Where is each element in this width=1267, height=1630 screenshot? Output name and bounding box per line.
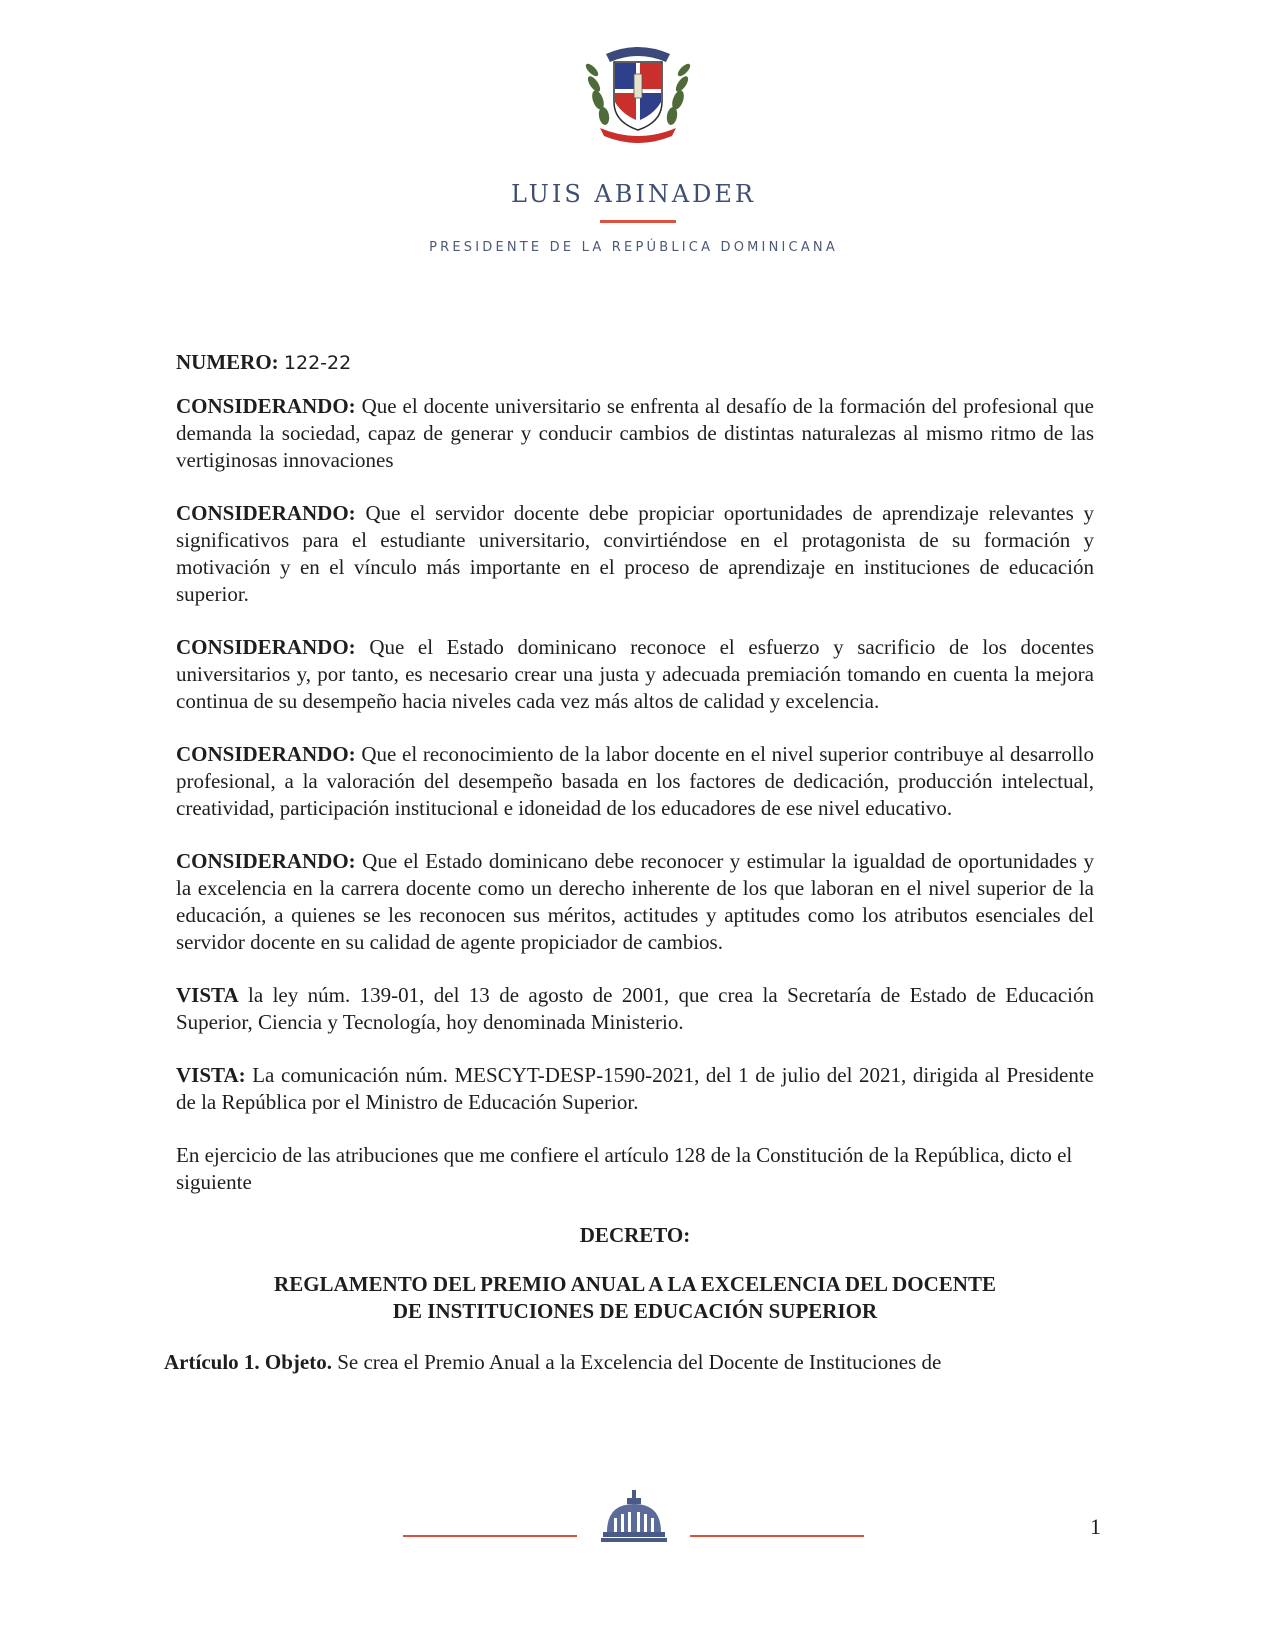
vista-paragraph-1 — [176, 982, 1094, 1036]
considerando-paragraph-2 — [176, 500, 1094, 608]
article-text: Se crea el Premio Anual a la Excelencia del Docente de Instituciones de — [337, 1350, 942, 1374]
number-value: 122-22 — [283, 352, 352, 374]
paragraph-text: Que el Estado dominicano debe reconocer y estimular la igualdad de oportunidades y la excelencia en la carrera docente como un derecho inherente de los que laboran en el nivel superior de la educación, a quienes se les reconocen sus méritos, actitudes y aptitudes como los atributos esenciales del servidor docente en su calidad de agente propiciador de cambios. — [176, 849, 1094, 954]
considerando-paragraph-1 — [176, 393, 1094, 474]
paragraph-lead: CONSIDERANDO: — [176, 635, 356, 659]
president-name: LUIS ABINADER — [510, 180, 756, 208]
footer-rule-right — [690, 1535, 864, 1537]
dome-icon — [601, 1488, 667, 1546]
paragraph-lead: CONSIDERANDO: — [176, 394, 356, 418]
decree-heading: DECRETO: — [579, 1223, 691, 1247]
paragraph-text: la ley núm. 139-01, del 13 de agosto de 2001, que crea la Secretaría de Estado de Educación Superior, Ciencia y Tecnología, hoy denominada Ministerio. — [176, 983, 1095, 1034]
article-lead: Artículo 1. Objeto. — [164, 1350, 332, 1374]
exercise-paragraph: En ejercicio de las atribuciones que me confiere el artículo 128 de la Constitución de la República, dicto el siguiente — [176, 1143, 1073, 1194]
decree-number-line — [176, 349, 1094, 377]
page-number: 1 — [1090, 1514, 1101, 1539]
paragraph-lead: CONSIDERANDO: — [176, 742, 356, 766]
paragraph-text: Que el reconocimiento de la labor docente en el nivel superior contribuye al desarrollo profesional, a la valoración del desempeño basada en los factores de dedicación, producción intelectual, creatividad, participación institucional e idoneidad de los educadores de ese nivel educativo. — [176, 742, 1095, 820]
coat-of-arms-icon — [582, 40, 694, 144]
paragraph-text: Que el servidor docente debe propiciar oportunidades de aprendizaje relevantes y significativos para el estudiante universitario, convirtiéndose en el protagonista de su formación y motivación y en el vínculo más importante en el proceso de aprendizaje en instituciones de educación superior. — [176, 501, 1095, 606]
regulation-title-line-2: DE INSTITUCIONES DE EDUCACIÓN SUPERIOR — [392, 1299, 878, 1323]
article-1-paragraph — [164, 1349, 1094, 1376]
paragraph-lead: CONSIDERANDO: — [176, 501, 356, 525]
paragraph-lead: CONSIDERANDO: — [176, 849, 356, 873]
considerando-paragraph-5 — [176, 848, 1094, 956]
paragraph-lead: VISTA — [176, 983, 239, 1007]
regulation-title — [176, 1271, 1094, 1325]
number-label: NUMERO: — [176, 350, 279, 374]
vista-paragraph-2 — [176, 1062, 1094, 1116]
paragraph-lead: VISTA: — [176, 1063, 246, 1087]
paragraph-text: La comunicación núm. MESCYT-DESP-1590-2021, del 1 de julio del 2021, dirigida al Presidente de la República por el Ministro de Educación Superior. — [176, 1063, 1095, 1114]
regulation-title-line-1: REGLAMENTO DEL PREMIO ANUAL A LA EXCELENCIA DEL DOCENTE — [274, 1272, 996, 1296]
footer-rule-left — [403, 1535, 577, 1537]
paragraph-text: Que el docente universitario se enfrenta al desafío de la formación del profesional que demanda la sociedad, capaz de generar y conducir cambios de distintas naturalezas al mismo ritmo de las vertiginosas innovaciones — [176, 394, 1095, 472]
paragraph-text: Que el Estado dominicano reconoce el esfuerzo y sacrificio de los docentes universitarios y, por tanto, es necesario crear una justa y adecuada premiación tomando en cuenta la mejora continua de su desempeño hacia niveles cada vez más altos de calidad y excelencia. — [176, 635, 1095, 713]
document-body — [164, 349, 1095, 1376]
considerando-paragraph-4 — [176, 741, 1094, 822]
president-title: PRESIDENTE DE LA REPÚBLICA DOMINICANA — [429, 240, 838, 255]
considerando-paragraph-3 — [176, 634, 1094, 715]
name-underline — [600, 220, 676, 223]
